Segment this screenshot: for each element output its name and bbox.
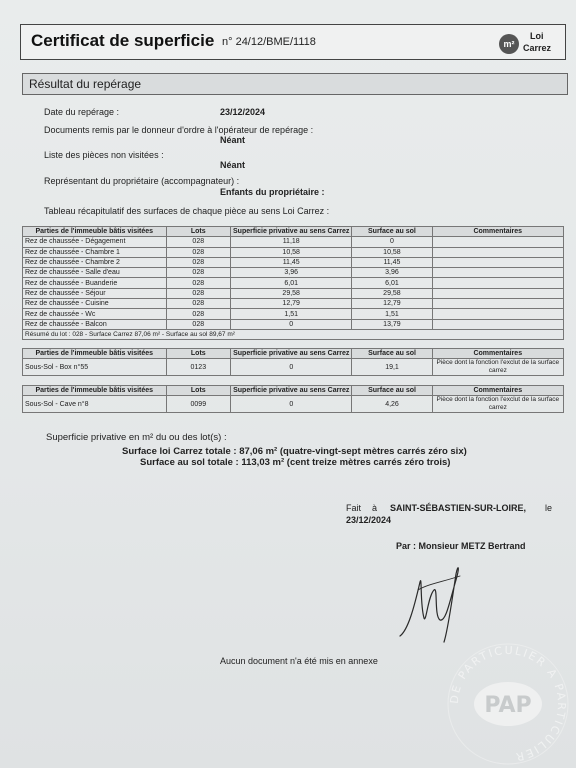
lot-summary-row	[23, 329, 564, 339]
certificate-number: n° 24/12/BME/1118	[222, 36, 316, 48]
watermark-ring-text: DE PARTICULIER A PARTICULIER	[447, 643, 569, 764]
cell-lot: 0099	[166, 396, 231, 413]
cell-carrez: 1,51	[231, 309, 352, 319]
cell-room: Rez de chaussée - Buanderie	[23, 278, 167, 288]
cell-comment	[432, 299, 563, 309]
header-parties: Parties de l'immeuble bâtis visitées	[23, 227, 167, 237]
certificate-title: Certificat de superficie	[31, 31, 215, 50]
table-header-row	[23, 386, 564, 396]
section-title: Résultat du repérage	[29, 77, 142, 91]
cell-lot: 028	[166, 257, 230, 267]
table-row	[23, 288, 564, 298]
le-label: le	[545, 503, 553, 513]
cell-lot: 0123	[166, 359, 231, 376]
cell-room: Rez de chaussée - Séjour	[23, 288, 167, 298]
cell-carrez: 12,79	[231, 299, 352, 309]
cell-room: Rez de chaussée - Cuisine	[23, 299, 167, 309]
table-row	[23, 257, 564, 267]
date-label: Date du repérage :	[44, 107, 120, 117]
lot-summary: Résumé du lot : 028 - Surface Carrez 87,06 m² - Surface au sol 89,67 m²	[23, 329, 564, 339]
watermark-brand: PAP	[484, 693, 532, 718]
cell-comment	[432, 309, 563, 319]
nonvisit-value: Néant	[220, 160, 246, 170]
header-carrez: Superficie privative au sens Carrez	[231, 227, 352, 237]
docs-value: Néant	[220, 135, 246, 145]
cell-comment	[432, 319, 563, 329]
cell-sol: 11,45	[352, 257, 432, 267]
header-carrez: Superficie privative au sens Carrez	[231, 349, 352, 359]
rooms-table	[22, 226, 564, 340]
cell-carrez: 3,96	[231, 268, 352, 278]
docs-label: Documents remis par le donneur d'ordre à l'opérateur de repérage :	[44, 125, 314, 135]
table-header-row	[23, 349, 564, 359]
table-row	[23, 268, 564, 278]
cell-comment: Pièce dont la fonction l'exclut de la surface carrez	[432, 359, 563, 376]
table-row	[23, 359, 564, 376]
header-commentaires: Commentaires	[432, 349, 563, 359]
signature-place: SAINT-SÉBASTIEN-SUR-LOIRE,	[390, 503, 527, 513]
cell-carrez: 0	[231, 319, 352, 329]
header-carrez: Superficie privative au sens Carrez	[231, 386, 352, 396]
cell-carrez: 11,18	[231, 237, 352, 247]
cell-room: Sous-Sol - Box n°55	[23, 359, 167, 376]
cell-comment	[432, 257, 563, 267]
cave-table	[22, 385, 564, 413]
cell-sol: 13,79	[352, 319, 432, 329]
cell-comment: Pièce dont la fonction l'exclut de la surface carrez	[432, 396, 563, 413]
cell-room: Rez de chaussée - Chambre 2	[23, 257, 167, 267]
representative-value: Enfants du propriétaire :	[220, 187, 325, 197]
total-carrez: Surface loi Carrez totale : 87,06 m² (quatre-vingt-sept mètres carrés zéro six)	[122, 446, 467, 457]
cell-sol: 0	[352, 237, 432, 247]
table-intro: Tableau récapitulatif des surfaces de chaque pièce au sens Loi Carrez :	[44, 206, 330, 216]
representative-label: Représentant du propriétaire (accompagnateur) :	[44, 176, 240, 186]
a-label: à	[372, 503, 378, 513]
cell-comment	[432, 278, 563, 288]
table-row	[23, 299, 564, 309]
pap-watermark-logo	[444, 640, 572, 768]
header-lots: Lots	[166, 227, 230, 237]
cell-lot: 028	[166, 268, 230, 278]
cell-sol: 6,01	[352, 278, 432, 288]
header-commentaires: Commentaires	[432, 227, 563, 237]
handwritten-signature	[398, 560, 478, 644]
m2-logo-icon: m²	[499, 34, 519, 54]
table-row	[23, 237, 564, 247]
logo-loi: Loi	[530, 31, 544, 41]
nonvisit-label: Liste des pièces non visitées :	[44, 150, 164, 160]
cell-room: Rez de chaussée - Dégagement	[23, 237, 167, 247]
cell-lot: 028	[166, 299, 230, 309]
cell-lot: 028	[166, 288, 230, 298]
cell-room: Rez de chaussée - Salle d'eau	[23, 268, 167, 278]
cell-comment	[432, 288, 563, 298]
table-header-row	[23, 227, 564, 237]
cell-sol: 1,51	[352, 309, 432, 319]
cell-lot: 028	[166, 247, 230, 257]
section-header	[22, 73, 568, 95]
totals-intro: Superficie privative en m² du ou des lot(s) :	[46, 432, 227, 443]
cell-lot: 028	[166, 319, 230, 329]
table-row	[23, 247, 564, 257]
header-sol: Surface au sol	[352, 227, 432, 237]
cell-room: Rez de chaussée - Chambre 1	[23, 247, 167, 257]
cell-room: Sous-Sol - Cave n°8	[23, 396, 167, 413]
cell-comment	[432, 247, 563, 257]
signature-date: 23/12/2024	[346, 515, 392, 525]
signatory: Par : Monsieur METZ Bertrand	[396, 541, 526, 551]
cell-carrez: 0	[231, 359, 352, 376]
cell-sol: 29,58	[352, 288, 432, 298]
header-parties: Parties de l'immeuble bâtis visitées	[23, 349, 167, 359]
cell-carrez: 0	[231, 396, 352, 413]
header-sol: Surface au sol	[352, 386, 432, 396]
cell-comment	[432, 237, 563, 247]
certificate-header	[20, 24, 566, 60]
cell-room: Rez de chaussée - Wc	[23, 309, 167, 319]
date-value: 23/12/2024	[220, 107, 266, 117]
table-row	[23, 319, 564, 329]
table-row	[23, 278, 564, 288]
fait-label: Fait	[346, 503, 362, 513]
header-sol: Surface au sol	[352, 349, 432, 359]
header-lots: Lots	[166, 386, 231, 396]
cell-lot: 028	[166, 309, 230, 319]
cell-sol: 19,1	[352, 359, 432, 376]
cell-carrez: 10,58	[231, 247, 352, 257]
box-table	[22, 348, 564, 376]
table-row	[23, 396, 564, 413]
cell-carrez: 6,01	[231, 278, 352, 288]
header-lots: Lots	[166, 349, 231, 359]
cell-sol: 3,96	[352, 268, 432, 278]
logo-carrez: Carrez	[523, 43, 552, 53]
cell-carrez: 11,45	[231, 257, 352, 267]
cell-lot: 028	[166, 278, 230, 288]
cell-carrez: 29,58	[231, 288, 352, 298]
table-row	[23, 309, 564, 319]
cell-comment	[432, 268, 563, 278]
cell-sol: 10,58	[352, 247, 432, 257]
cell-sol: 12,79	[352, 299, 432, 309]
annex-note: Aucun document n'a été mis en annexe	[220, 656, 378, 666]
header-parties: Parties de l'immeuble bâtis visitées	[23, 386, 167, 396]
cell-sol: 4,26	[352, 396, 432, 413]
cell-lot: 028	[166, 237, 230, 247]
total-sol: Surface au sol totale : 113,03 m² (cent treize mètres carrés zéro trois)	[140, 457, 451, 468]
cell-room: Rez de chaussée - Balcon	[23, 319, 167, 329]
header-commentaires: Commentaires	[432, 386, 563, 396]
